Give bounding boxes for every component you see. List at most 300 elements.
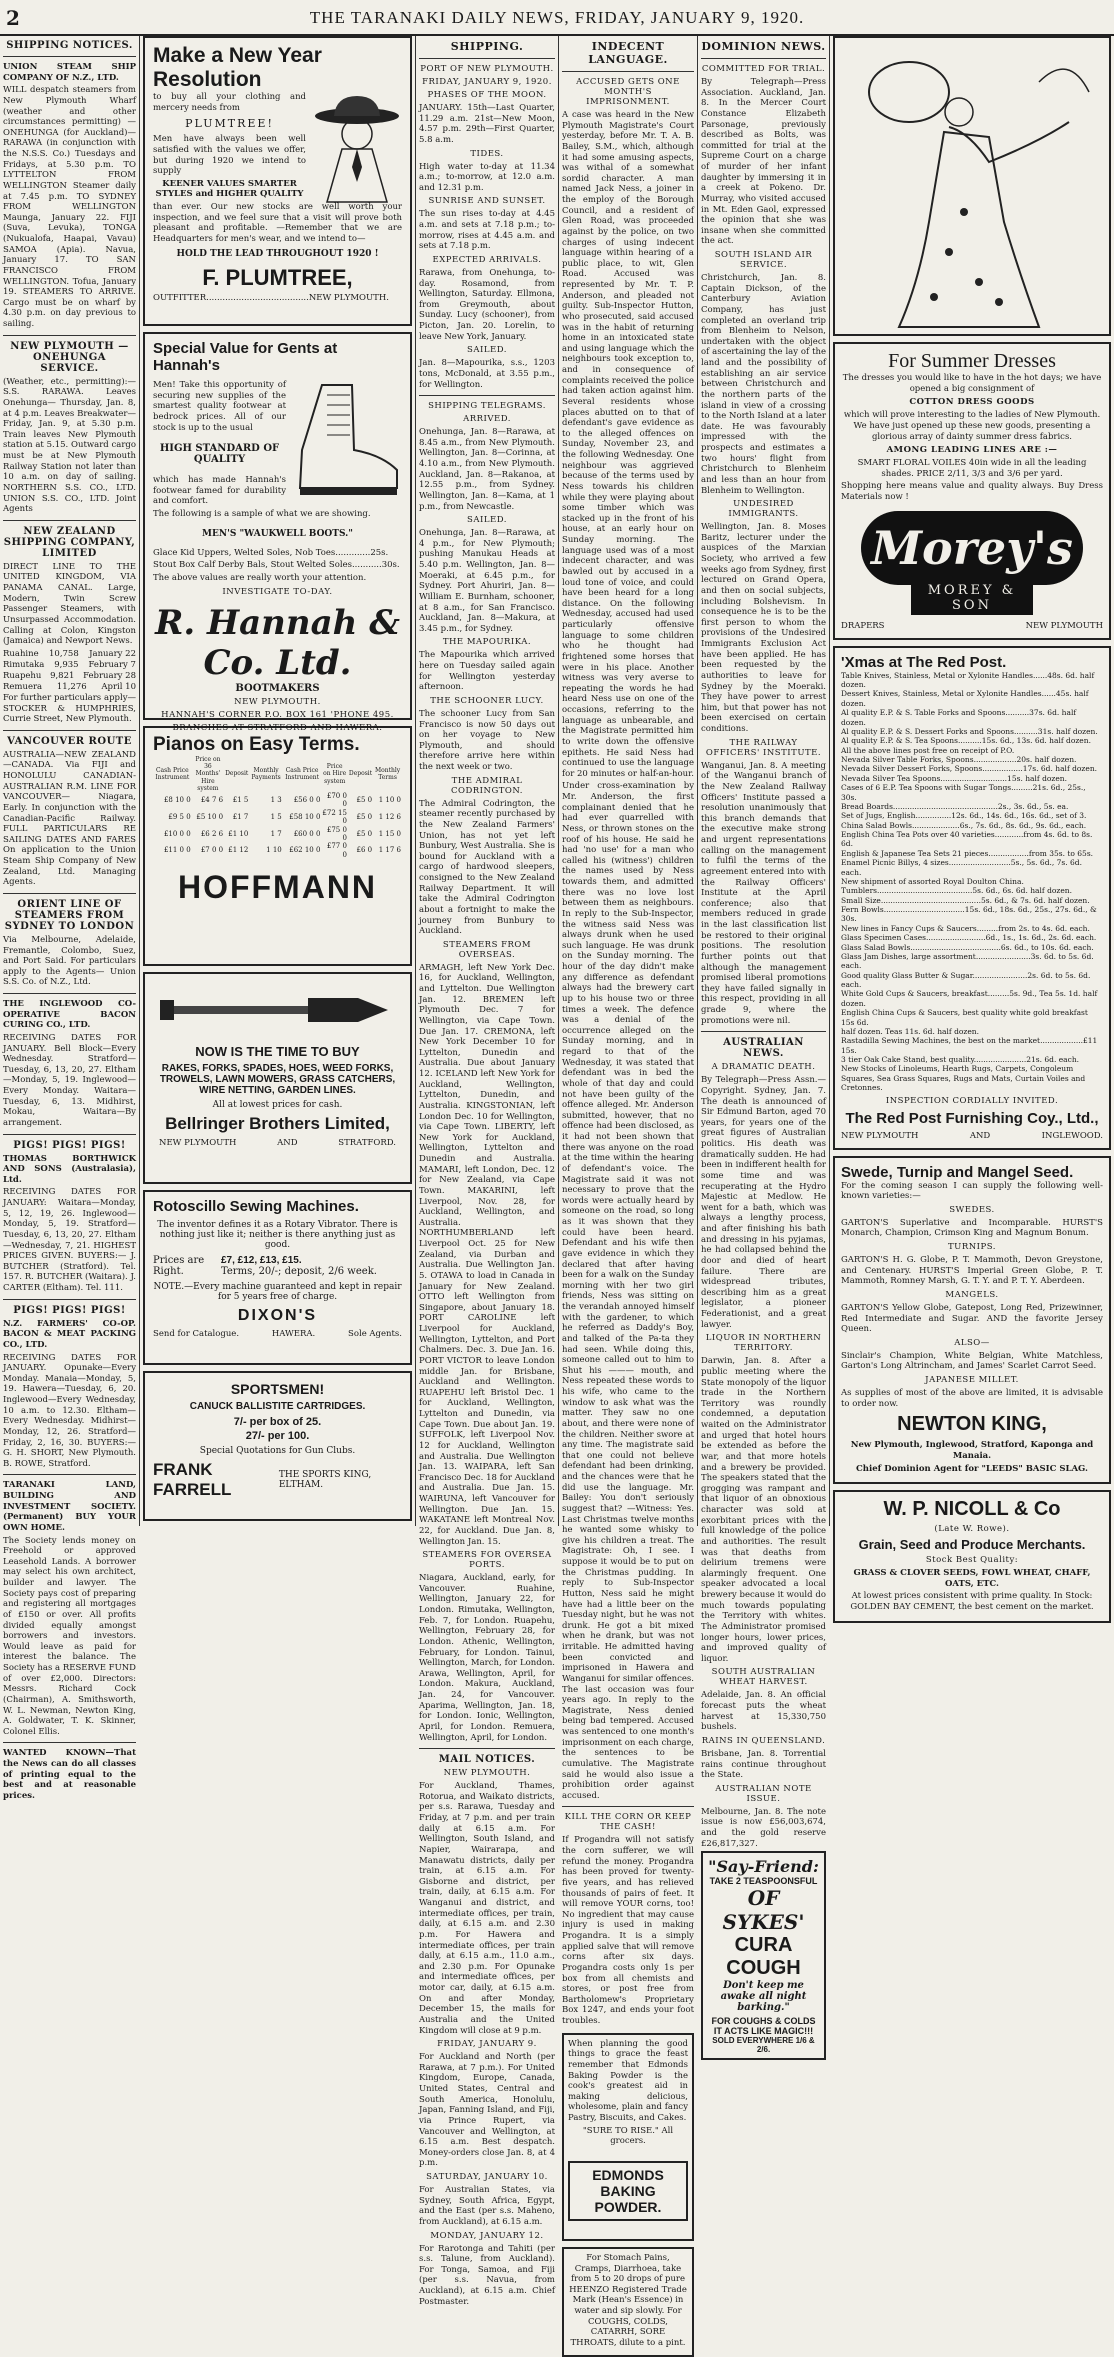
plumtree-firm: F. PLUMTREE, — [202, 264, 353, 290]
liquor-text: Darwin, Jan. 8. After a public meeting where the State monopoly of the liquor trade in the Northern Territory was roundly condemned, a deputation waited on the Administrator and urged that hotel hours be extended as before the war, and that more hotels and a brewery be provided. The speakers stated that the grogging was rampant and that liquor of an obnoxious character was sold at exorbitant prices with the full knowledge of the police and authorities. The result was that deaths from delirium tremens were alarmingly frequent. One speaker advocated a local brewery because it would do much towards populating the Territory with whites. The Administrator promised longer hours, lower prices, and improved quality of liquor. — [701, 1356, 826, 1664]
wanted-known: WANTED KNOWN—That the News can do all classes of printing equal to the best and at reasonable prices. — [3, 1748, 136, 1801]
bell-firm: Bellringer Brothers Limited, — [165, 1114, 390, 1133]
piano-cell: 1 10 0 — [378, 796, 401, 805]
seed-swedes-heading: SWEDES. — [949, 1204, 995, 1215]
onehunga-text: (Weather, etc., permitting):— S.S. RARAWA. Leaves Onehunga— Thursday, Jan. 8, at 4 p.m. Leaves Breakwater— Friday, Jan. 9, at 5.30 p.m. Train leaves New Plymouth station at 5.15. Outward cargo must be at New Plymouth Railway Station not later than 10 a.m. on day of sailing. NORTHERN S.S. CO., LTD. UNION S.S. CO., LTD. Joint Agents — [3, 376, 136, 515]
vancouver-heading: VANCOUVER ROUTE — [7, 735, 132, 747]
piano-row — [153, 842, 402, 859]
divider — [562, 1806, 694, 1807]
wp-footer: At lowest prices consistent with prime quality. In Stock: GOLDEN BAY CEMENT, the best cement on the market. — [850, 1591, 1094, 1613]
divider — [701, 1031, 826, 1032]
mapourika-text: The Mapourika which arrived here on Tuesday sailed again for Wellington yesterday afternoon. — [419, 650, 555, 693]
piano-cell: £62 10 0 — [289, 846, 321, 855]
nzsc-sailings-table — [3, 649, 136, 693]
hannah-note: The above values are really worth your attention. — [153, 572, 367, 583]
bell-address-1: NEW PLYMOUTH — [159, 1138, 237, 1148]
red-post-ad — [833, 646, 1111, 1150]
expected-text: Rarawa, from Onehunga, to-day. Rosamond, from Wellington, Saturday. Ellmona, from Greymouth, about Sunday. Lucy (schooner), from Picton, Jan. 20. Lorelin, to leave New York, January. — [419, 267, 555, 342]
redpost-address — [841, 1131, 1103, 1142]
monday-heading: MONDAY, JANUARY 12. — [430, 2230, 544, 2241]
piano-header-cell: Deposit — [225, 770, 249, 778]
plumtree-lead: HOLD THE LEAD THROUGHOUT 1920 ! — [176, 248, 379, 259]
hannah-sample: The following is a sample of what we are showing. — [153, 509, 371, 519]
piano-row — [153, 826, 402, 843]
xmas-item: English China Cups & Saucers, best quality white gold breakfast 15s 6d. — [841, 1008, 1088, 1027]
sykes-line-1: "Say-Friend: — [708, 1857, 819, 1877]
sport-footer — [153, 1460, 402, 1500]
piano-ad — [143, 726, 412, 966]
moon-text: JANUARY. 15th—Last Quarter, 11.29 a.m. 21st—New Moon, 4.57 p.m. 29th—First Quarter, 5.8 a.m. — [419, 103, 555, 145]
hannah-body-2: which has made Hannah's footwear famed for durability and comfort. — [153, 475, 286, 507]
divider — [419, 1748, 555, 1749]
piano-cell: £5 0 — [356, 812, 373, 821]
borthwick-text: RECEIVING DATES FOR JANUARY: Waitara—Monday, 5, 12, 19, 26. Inglewood—Monday, 5, 19. Stratford—Tuesday, 6, 13, 20, 27. Eltham—Wednesday, 7, 21. HIGHEST PRICES GIVEN. BUYERS:— J. BUTCHER (Stratford). Tel. 157. R. BUTCHER (Waitara). J. CARTER (Eltham). Tel. 111. — [3, 1187, 136, 1294]
sailing-cell: Ruapehu — [3, 670, 42, 681]
piano-cell: 1 12 6 — [378, 812, 401, 821]
divider — [3, 335, 136, 336]
divider — [3, 730, 136, 731]
piano-header-row — [153, 756, 402, 792]
piano-header-cell: Price on 36 Months' Hire system — [195, 756, 221, 792]
overseas-ports-text: Niagara, Auckland, early, for Vancouver. Ruahine, Wellington, January 22, for London. Rimutaka, Wellington, Feb. 7, for London. Ruapehu, Wellington, February 28, for London. Athenic, Wellington, February, for London. Tainui, Wellington, March, for London. Arawa, Wellington, April, for London. Makura, Auckland, Jan. 24, for Vancouver. Aparima, Wellington, Jan. 18, for London. Ionic, Wellington, April, for London. Remuera, Wellington, April, for London. — [419, 1573, 555, 1743]
xmas-item: English & Japanese Tea Sets 21 pieces.................from 35s. to 65s. — [841, 848, 1094, 858]
nzfarmers-heading: N.Z. FARMERS' CO-OP. BACON & MEAT PACKING CO., LTD. — [3, 1318, 136, 1350]
hat-man-icon — [312, 92, 402, 202]
sailed2-text: Onehunga, Jan. 8—Rarawa, at 4 p.m., for New Plymouth; pushing Manukau Heads at 5.40 p.m. Wellington, Jan. 8—Moeraki, at 6.45 p.m., for Sydney. Port Ahuriri, Jan. 8—William E. Burnham, schooner, at 8 a.m., for San Francisco. Auckland, Jan. 8—Makura, at 3.45 p.m., for Sydney. — [419, 528, 555, 634]
xmas-item: Glass Specimen Cases.........................6d., 1s., 1s. 6d., 2s. 6d. each. — [841, 933, 1097, 943]
sailing-cell: April 10 — [101, 681, 136, 692]
summer-goods: COTTON DRESS GOODS — [909, 397, 1035, 408]
piano-cell: £58 10 0 — [289, 812, 321, 821]
hannah-address-2: HANNAH'S CORNER P.O. BOX 161 'PHONE 495. — [161, 709, 394, 720]
hannah-logo: R. Hannah & Co. Ltd. — [155, 602, 400, 683]
piano-cell: 1 10 — [266, 846, 282, 855]
xmas-item: Al quality E.P. & S. Tea Spoons..........15s. 6d., 13s. 6d. half dozen. — [841, 736, 1091, 746]
piano-cell: £77 0 0 — [326, 842, 347, 859]
piano-cell: £7 0 0 — [200, 846, 224, 855]
morey-subtitle: MOREY & SON — [911, 581, 1033, 615]
bell-body: RAKES, FORKS, SPADES, HOES, WEED FORKS, TROWELS, LAWN MOWERS, GRASS CATCHERS, WIRE NETTING, GARDEN LINES. — [159, 1063, 396, 1096]
sykes-line-7: IT ACTS LIKE MAGIC!!! — [713, 2026, 814, 2037]
sport-store: THE SPORTS KING, ELTHAM. — [278, 1470, 372, 1490]
divider — [3, 1474, 136, 1475]
port-heading: PORT OF NEW PLYMOUTH. — [420, 64, 554, 74]
orient-heading: ORIENT LINE OF STEAMERS FROM SYDNEY TO LONDON — [4, 898, 135, 932]
newspaper-title: THE TARANAKI DAILY NEWS, FRIDAY, JANUARY 9, 1920. — [309, 8, 805, 27]
nicoll-ad — [833, 1490, 1111, 1623]
seed-mangels-heading: MANGELS. — [945, 1289, 999, 1300]
expected-heading: EXPECTED ARRIVALS. — [432, 254, 542, 265]
sport-subtitle: CANUCK BALLISTITE CARTRIDGES. — [189, 1401, 366, 1412]
hannah-standard: HIGH STANDARD OF QUALITY — [159, 443, 280, 466]
piano-cell: £5 10 0 — [196, 812, 224, 821]
overseas-heading: STEAMERS FROM OVERSEAS. — [442, 939, 532, 960]
wp-late: (Late W. Rowe). — [934, 1524, 1010, 1535]
article-heading: INDECENT LANGUAGE. — [588, 40, 668, 66]
xmas-item: All the above lines post free on receipt of P.O. — [841, 745, 1015, 755]
sykes-line-8: SOLD EVERYWHERE 1/6 & 2/6. — [712, 2036, 815, 2055]
piano-cell: £6 0 — [356, 846, 373, 855]
piano-cell: £1 10 — [228, 829, 249, 838]
sailed2-heading: SAILED. — [467, 515, 507, 526]
sailing-row — [3, 649, 136, 660]
bellringer-ad — [143, 972, 412, 1184]
sailing-cell: Rimutaka — [3, 659, 45, 670]
piano-cell: £5 0 — [356, 829, 373, 838]
piano-cell: £70 0 0 — [326, 791, 347, 809]
hannah-item: Glace Kid Uppers, Welted Soles, Nob Toes.............25s. — [153, 547, 389, 558]
monday-text: For Rarotonga and Tahiti (per s.s. Talune, from Auckland). For Tonga, Samoa, and Fiji (per s.s. Navua, from Auckland), at 6.15 a.m. Chief Postmaster. — [419, 2243, 555, 2307]
column-drapery-ads — [833, 36, 1111, 1613]
sun-heading: SUNRISE AND SUNSET. — [428, 196, 546, 207]
borthwick-heading: THOMAS BORTHWICK AND SONS (Australasia), Ltd. — [3, 1153, 136, 1185]
xmas-item: Bread Boards............................................2s., 3s. 6d., 5s. ea. — [841, 801, 1069, 811]
wp-heading: Grain, Seed and Produce Merchants. — [858, 1537, 1086, 1553]
sykes-ad — [701, 1851, 826, 2060]
seed-swedes-text: GARTON'S Superlative and Incomparable. HURST'S Monarch, Champion, Crimson King and Magnum Bonum. — [841, 1217, 1103, 1239]
boot-icon — [292, 380, 402, 500]
tides-heading: TIDES. — [470, 148, 504, 159]
railway-heading: THE RAILWAY OFFICERS' INSTITUTE. — [705, 737, 822, 758]
sykes-line-5: Don't keep me awake all night barking." — [720, 1980, 807, 2014]
plumtree-address: OUTFITTER......................................NEW PLYMOUTH. — [153, 292, 389, 303]
column-advertisements — [143, 36, 412, 1526]
column-rule — [829, 36, 830, 1526]
piano-cell: £75 0 0 — [326, 825, 347, 842]
piano-cell: £9 5 0 — [168, 812, 191, 821]
xmas-item: Fern Bowls..................................15s. 6d., 18s. 6d., 25s., 27s. 6d., & 30s. — [841, 905, 1097, 924]
nk-address: New Plymouth, Inglewood, Stratford, Kaponga and Manaia. — [850, 1440, 1094, 1461]
piano-header-cell: Deposit — [348, 770, 373, 778]
sailing-cell: January 22 — [89, 648, 136, 659]
piano-price-table — [153, 756, 402, 859]
hannah-branches: BRANCHES AT STRATFORD AND HAWERA. — [172, 722, 383, 733]
sun-text: The sun rises to-day at 4.45 a.m. and sets at 7.18 p.m.; to-morrow, rises at 4.45 a.m. and sets at 7.18 p.m. — [419, 209, 555, 252]
saturday-heading: SATURDAY, JANUARY 10. — [426, 2172, 548, 2182]
date-line: FRIDAY, JANUARY 9, 1920. — [422, 77, 552, 87]
saturday-text: For Australian States, via Sydney, South Africa, Egypt, and the East (per s.s. Maheno, from Auckland), at 6.15 a.m. — [419, 2185, 555, 2227]
piano-cell: £1 12 — [228, 846, 249, 855]
trial-text: By Telegraph—Press Association. Auckland, Jan. 8. In the Mercer Court Constance Elizabeth Parsonage, previously described as Bolts, was committed for trial at the Supreme Court on a charge of murder of her infant daughter by immersing it in a creek at Pokeno. Dr. Murray, who visited accused in Mt. Eden Gaol, expressed the opinion that she was insane when she committed the act. — [701, 77, 826, 247]
nk-firm: NEWTON KING, — [897, 1413, 1047, 1436]
piano-brand: HOFFMANN — [177, 869, 378, 906]
rains-text: Brisbane, Jan. 8. Torrential rains continue throughout the State. — [701, 1748, 826, 1781]
wp-firm: W. P. NICOLL & Co — [883, 1498, 1061, 1521]
note-text: Melbourne, Jan. 8. The note issue is now £56,003,674, and the gold reserve £26,817,327. — [701, 1806, 826, 1849]
xmas-item: Al quality E.P. & S. Dessert Forks and Spoons..........31s. half dozen. — [841, 726, 1098, 736]
friday-heading: FRIDAY, JANUARY 9. — [437, 2039, 537, 2050]
piano-cell: £10 0 0 — [163, 829, 191, 838]
lady-illustration — [833, 36, 1111, 336]
corn-heading: KILL THE CORN OR KEEP THE CASH! — [564, 1812, 692, 1833]
bell-address-2: AND — [277, 1138, 298, 1148]
wheat-text: Adelaide, Jan. 8. An official forecast puts the wheat harvest at 15,330,750 bushels. — [701, 1690, 826, 1733]
divider — [419, 58, 555, 59]
plumtree-body: Men have always been well satisfied with the values we offer, but during 1920 we intend to supply — [153, 134, 306, 177]
plumtree-list: KEENER VALUES SMARTER STYLES and HIGHER QUALITY — [155, 178, 304, 200]
arrived-text: Onehunga, Jan. 8—Rarawa, at 8.45 a.m., from New Plymouth. Wellington, Jan. 8—Corinna, at 4.10 a.m., from New Plymouth. Auckland, Jan. 8—Rakanoa, at 12.55 p.m., from Sydney. Wellington, Jan. 8—Kama, at 1 p.m., from Newcastle. — [419, 427, 555, 512]
sailing-row — [3, 671, 136, 682]
sailing-row — [3, 660, 136, 671]
trial-heading: COMMITTED FOR TRIAL. — [701, 64, 826, 74]
summer-lines: AMONG LEADING LINES ARE :— — [886, 445, 1058, 456]
wp-stock: Stock Best Quality: — [925, 1555, 1019, 1566]
sailing-cell: Ruahine — [3, 648, 39, 659]
roto-footer — [153, 1329, 402, 1340]
hannah-boots: MEN'S "WAUKWELL BOOTS." — [202, 528, 353, 539]
xmas-heading: 'Xmas at The Red Post. — [841, 653, 1007, 671]
xmas-item: Table Knives, Stainless, Metal or Xylonite Handles......48s. 6d. half dozen. — [841, 670, 1095, 690]
redpost-address-2: AND — [969, 1130, 991, 1141]
orient-text: Via Melbourne, Adelaide, Fremantle, Colombo, Suez, and Port Said. For particulars apply to the Agents— Union S.S. Co. of N.Z., Ltd. — [3, 934, 136, 988]
xmas-item: Glass Salad Bowls......................................6s. 6d., to 10s. 6d. each. — [841, 942, 1094, 952]
bell-heading: NOW IS THE TIME TO BUY — [195, 1044, 360, 1059]
telegrams-heading: SHIPPING TELEGRAMS. — [428, 401, 546, 412]
page-number: 2 — [6, 6, 20, 30]
piano-cell: £60 0 0 — [293, 829, 321, 838]
plumtree-heading: Make a New Year Resolution — [153, 44, 322, 91]
heenzo-ad — [562, 2247, 694, 2357]
xmas-item: 3 tier Oak Cake Stand, best quality......................21s. 6d. each. — [841, 1055, 1080, 1065]
piano-header-cell: Cash Price Instrument — [155, 766, 190, 781]
divider — [419, 395, 555, 396]
redpost-firm: The Red Post Furnishing Coy., Ltd., — [845, 1109, 1099, 1127]
xmas-item: New Stocks of Linoleums, Hearth Rugs, Carpets, Congoleum Squares, Sea Grass Squares, Rugs and Mats, Curtain Voiles and Cretonnes. — [841, 1064, 1086, 1093]
air-text: Christchurch, Jan. 8. Captain Dickson, of the Canterbury Aviation Company, has just completed an overland trip from Blenheim to Nelson, undertaken with the object of ascertaining the lay of the land and the possibility of establishing an air service between Christchurch and the northern parts of the island in view of a crossing to the North Island at a later date. He was favourably impressed with the prospects and estimates a two hours' flight from Christchurch to Blenheim and less than an hour from Blenheim to Wellington. — [701, 273, 826, 496]
nzsc-footer: For further particulars apply— STOCKER & HUMPHRIES, Currie Street, New Plymouth. — [3, 692, 136, 725]
roto-heading: Rotoscillo Sewing Machines. — [153, 1198, 359, 1215]
pigs-heading-2: PIGS! PIGS! PIGS! — [13, 1304, 126, 1316]
piano-header-cell: Cash Price Instrument — [285, 766, 320, 781]
air-heading: SOUTH ISLAND AIR SERVICE. — [714, 250, 813, 270]
nzfarmers-text: RECEIVING DATES FOR JANUARY. Opunake—Every Monday. Manaia—Monday, 5, 19. Hawera—Tuesday, 6, 20. Inglewood—Every Wednesday, 10 a.m. to 12.30. Eltham—Every Wednesday. Midhirst—Monday, 12, 26. Stratford—Friday, 2, 16, 30. BUYERS:— G. H. SHORT, New Plymouth. B. ROWE, Stratford. — [3, 1352, 136, 1469]
liquor-heading: LIQUOR IN NORTHERN TERRITORY. — [705, 1333, 822, 1354]
summer-text: The dresses you would like to have in the hot days; we have opened a big consignment of — [842, 373, 1102, 394]
redpost-address-3: INGLEWOOD. — [1041, 1130, 1103, 1141]
divider — [3, 893, 136, 894]
xmas-item: Nevada Silver Tea Spoons............................15s. half dozen. — [841, 773, 1068, 783]
seed-turnips-heading: TURNIPS. — [948, 1242, 996, 1253]
sport-heading: SPORTSMEN! — [230, 1381, 325, 1397]
xmas-price-list — [841, 671, 1103, 1093]
xmas-item: Small Size..........................................5s. 6d., & 7s. 6d. half dozen. — [841, 895, 1090, 905]
nzsc-text: DIRECT LINE TO THE UNITED KINGDOM, VIA PANAMA CANAL. Large, Modern, Twin Screw Passenger Steamers, with Unsurpassed Accommodation. Calling at Colon, Kingston (Jamaica) and Newport News. — [3, 561, 136, 647]
plumtree-intro: to buy all your clothing and mercery needs from — [153, 92, 306, 113]
roto-prices-row — [153, 1255, 402, 1277]
piano-cell: £1 5 — [232, 796, 249, 805]
divider — [3, 56, 136, 57]
heenzo-text: For Stomach Pains, Cramps, Diarrhoea, take from 5 to 20 drops of pure HEENZO Registered Trade Mark (Hean's Essence) in water and sip slowly. For COUGHS, COLDS, CATARRH, SORE THROATS, dilute to a pint. — [569, 2252, 687, 2348]
xmas-item: English China Tea Pots over 40 varieties............from 4s. 6d. to 8s. 6d. — [841, 830, 1093, 849]
column-shipping — [419, 36, 555, 2307]
piano-cell: £6 2 6 — [200, 829, 224, 838]
piano-heading: Pianos on Easy Terms. — [153, 734, 360, 755]
seed-also-text: Sinclair's Champion, White Belgian, White Matchless, Garton's Long Altrincham, and James' Scarlet Carrot Seed. — [841, 1350, 1103, 1372]
mail-subheading: NEW PLYMOUTH. — [443, 1768, 531, 1779]
usco-heading: UNION STEAM SHIP COMPANY OF N.Z., LTD. — [3, 62, 136, 83]
sailed-text: Jan. 8—Mapourika, s.s., 1203 tons, McDonald, at 3.55 p.m., for Wellington. — [419, 358, 555, 390]
xmas-item: White Gold Cups & Saucers, breakfast.........5s. 9d., Tea 5s. 1d. half dozen. — [841, 989, 1098, 1008]
roto-footer-3: Sole Agents. — [348, 1329, 402, 1339]
summer-voiles: SMART FLORAL VOILES 40in wide in all the leading shades. PRICE 2/11, 3/3 and 3/6 per yard. — [857, 458, 1087, 479]
admiral-text: The Admiral Codrington, the steamer recently purchased by the New Zealand Farmers' Union, has not yet left Bunbury, West Australia. She is bound for Auckland with a cargo of hardwood sleepers, consigned to the New Zealand Railway Department. It will take the Admiral Codrington about a fortnight to make the journey from Bunbury to Auckland. — [419, 798, 555, 937]
vancouver-text: AUSTRALIA—NEW ZEALAND—CANADA. Via FIJI and HONOLULU CANADIAN-AUSTRALIAN R.M. LINE FOR VANCOUVER— Niagara, Early. In conjunction with the Canadian-Pacific Railway. FULL PARTICULARS RE SAILING DATES AND FARES On application to the Union Steam Ship Company of New Zealand, Ltd. Managing Agents. — [3, 749, 136, 888]
drama-heading: A DRAMATIC DEATH. — [711, 1062, 816, 1073]
morey-logo: Morey's — [861, 511, 1083, 585]
wheat-heading: SOUTH AUSTRALIAN WHEAT HARVEST. — [711, 1667, 816, 1688]
xmas-item: Glass Jam Dishes, large assortment.......................3s. 6d. to 5s. 6d. each. — [841, 951, 1094, 971]
sailing-cell: 9,821 — [50, 670, 75, 681]
article-text-2: Under cross-examination by Mr. Anderson, the first complainant denied that he had ever quarrelled with Ness, or thrown stones on the roof of his house. He said he had 'no use' for a man who called his (witness') children the names used by Ness towards them, and admitted there was no love lost between them as neighbours. In reply to the Sub-Inspector, the witness said Ness was always drunk when he used such language. He was drunk on the Sunday morning. The hour of the day didn't make any difference as defendant always had the brewery cart up to his house two or three times a week. The defence was a denial of the occurrence alleged on the Sunday morning, and in regard to that of the Wednesday, it was stated that defendant was in bed the whole of that day and could not have been guilty of the offence alleged. Mr. Anderson submitted, however, that no offence had been disclosed, as it had not been shown that there was anyone on the road at the time within the hearing of defendant's voice. The Magistrate said it was not necessary to prove that the words were actually heard by someone on the road, so long as it was shown that they could have been heard. Defendant and his wife then gave evidence in which they declared that after having been for a walk on the Sunday morning with her two girl friends, Ness was sitting on the verandah annoyed himself with the gardener, to which he referred as Daddy's Boy, and talked of the Pa-ta they had seen. While doing this, someone called out to him to Shut his ——— mouth, and Ness repeated these words to his wife, who came to the window to ask what was the matter. They saw no one about, and there were none of the children. Neither swore at any time. The magistrate said that one could not believe defendant had been drinking, and the chances were that he did use the language. Mr. Bailey: You don't seriously suggest that? —Witness: Yes. Last Christmas twelve months he wanted some whisky to give his children a treat. The Magistrate: Oh, I see. I suppose it would be to put on the Christmas pudding. In reply to Sub-Inspector Hutton, Ness said he might have had a little beer on the Tuesday night, but he was not drunk. He got a bit mixed when he drank, but was not irritable. He admitted having been convicted and imprisoned in Hawera and Wanganui for similar offences. The last occasion was four years ago. In reply to the Magistrate, Ness denied being bad tempered. Accused was sentenced to one month's imprisonment on each charge, the sentences to be cumulative. The Magistrate said he would also issue a prohibition order against accused. — [562, 781, 694, 1801]
seed-note: As supplies of most of the above are limited, it is advisable to order now. — [841, 1388, 1103, 1409]
corn-text: If Progandra will not satisfy the corn sufferer, we will refund the money. Progandra has been proved for twenty-five years, and has relieved thousands of pairs of feet. It will remove YOUR corns, too! No ingredient that may cause injury is used in making Progandra. It is a simply applied salve that will remove corns after six days. Progandra costs only 1s per box from all chemists and stores, or post free from Bartholomew's Proprietary Box 1247, and ends your foot troubles. — [562, 1835, 694, 2026]
summer-heading: For Summer Dresses — [888, 350, 1056, 372]
hannah-item: Stout Box Calf Derby Bals, Stout Welted Soles...........30s. — [153, 560, 400, 571]
divider — [701, 58, 826, 59]
summer-footer: Shopping here means value and quality always. Buy Dress Materials now ! — [841, 481, 1103, 502]
xmas-item: China Salad Bowls....................6s., 7s. 6d., 8s. 6d., 9s. 6d., each. — [841, 820, 1087, 830]
xmas-item: Tumblers........................................5s. 6d., 6s. 6d. half dozen. — [841, 886, 1073, 896]
piano-cell: £56 0 0 — [293, 796, 321, 805]
plumtree-body-2: than ever. Our new stocks are well worth your inspection, and we feel sure that a visit will prove both pleasant and profitable. —Remember that we are Headquarters for men's wear, and we intend to— — [153, 202, 402, 244]
divider — [3, 993, 136, 994]
moon-heading: PHASES OF THE MOON. — [427, 90, 547, 100]
spade-icon — [158, 980, 398, 1040]
schooner-heading: THE SCHOONER LUCY. — [430, 695, 544, 706]
hannah-heading: Special Value for Gents at Hannah's — [153, 340, 338, 374]
xmas-item: New shipment of assorted Royal Doulton China. — [841, 876, 1024, 886]
xmas-item: Cases of 6 E.P. Tea Spoons with Sugar Tongs.........21s. 6d., 25s., 30s. — [841, 783, 1086, 802]
piano-cell: 1 5 — [270, 812, 282, 821]
sport-price-2: 27/- per 100. — [245, 1430, 310, 1442]
sykes-line-3: OF SYKES' — [722, 1886, 805, 1935]
edmonds-slogan: "SURE TO RISE." All grocers. — [582, 2125, 674, 2147]
xmas-item: Dessert Knives, Stainless, Metal or Xylonite Handles......45s. half dozen. — [841, 689, 1089, 708]
sailed-heading: SAILED. — [467, 345, 507, 356]
arrived-heading: ARRIVED. — [463, 414, 511, 425]
piano-header-cell: Monthly Payments — [251, 766, 281, 781]
bell-address — [153, 1138, 402, 1149]
sailing-cell: Remuera — [3, 681, 43, 692]
summer-dresses-ad — [833, 342, 1111, 640]
admiral-heading: THE ADMIRAL CODRINGTON. — [450, 775, 523, 796]
wp-items: GRASS & CLOVER SEEDS, FOWL WHEAT, CHAFF, OATS, ETC. — [853, 1568, 1091, 1589]
xmas-item: New lines in Fancy Cups & Saucers.........from 2s. to 4s. 6d. each. — [841, 923, 1090, 933]
plumtree-name: PLUMTREE! — [185, 117, 274, 131]
rains-heading: RAINS IN QUEENSLAND. — [701, 1735, 826, 1746]
edmonds-text: When planning the good things to grace the feast remember that Edmonds Baking Powder is the cook's greatest aid in making delicious, wholesome, plain and fancy Pastry, Biscuits, and Cakes. — [568, 2038, 688, 2123]
bell-address-3: STRATFORD. — [338, 1138, 396, 1148]
piano-header-cell: Price on Hire system — [323, 763, 347, 785]
divider — [3, 1742, 136, 1743]
divider — [3, 520, 136, 521]
roto-body: The inventor defines it as a Rotary Vibrator. There is nothing just like it; neither is there anything just as good. — [157, 1220, 398, 1250]
morey-footer-2: NEW PLYMOUTH — [1025, 620, 1103, 631]
sailing-cell: 10,758 — [49, 648, 79, 659]
immigrants-text: Wellington, Jan. 8. Moses Baritz, lecturer under the auspices of the Marxian Society, who arrived a few weeks ago from Sydney, first lectured on Grand Opera, and then on social subjects, including Bolshevism. In consequence he is to be the first person to whom the provisions of the Undesired Immigrants Exclusion Act have been applied. He has been requested by the authorities to leave for Sydney by the Moeraki. They have power to arrest him, but that power has not been exercised on certain conditions. — [701, 522, 826, 734]
inglewood-heading: THE INGLEWOOD CO-OPERATIVE BACON CURING CO., LTD. — [3, 999, 136, 1031]
plumtree-ad — [143, 36, 412, 326]
nk-agent: Chief Dominion Agent for "LEEDS" BASIC SLAG. — [856, 1463, 1088, 1474]
pigs-heading: PIGS! PIGS! PIGS! — [13, 1139, 126, 1151]
piano-cell: £1 7 — [232, 812, 249, 821]
friday-text: For Auckland and North (per Rarawa, at 7 p.m.). For United Kingdom, Europe, Canada, United States, Central and South America, Honolulu, Japan, Fanning Island, and Fiji, via Prince Rupert, via Vancouver and Wellington, at 6.15 a.m. Best despatch. Money-orders close Jan. 8, at 4 p.m. — [419, 2052, 555, 2169]
sailing-cell: 9,935 — [54, 659, 79, 670]
edmonds-logo: EDMONDS BAKING POWDER. — [568, 2161, 688, 2221]
xmas-invite: INSPECTION CORDIALLY INVITED. — [885, 1095, 1059, 1106]
note-heading: AUSTRALIAN NOTE ISSUE. — [715, 1783, 812, 1804]
mapourika-heading: THE MAPOURIKA. — [442, 637, 532, 648]
xmas-item: Nevada Silver Table Forks, Spoons..................20s. half dozen. — [841, 755, 1077, 765]
rotoscillo-ad — [143, 1190, 412, 1365]
dominion-heading: DOMINION NEWS. — [701, 40, 826, 53]
xmas-item: Set of Jugs, English...............12s. 6d., 14s. 6d., 16s. 6d., set of 3. — [841, 811, 1087, 821]
piano-cell: 1 3 — [270, 796, 282, 805]
roto-terms: Terms, 20/-; deposit, 2/6 week. — [221, 1266, 377, 1277]
usco-text: WILL despatch steamers from New Plymouth Wharf (weather and other circumstances permitting) — ONEHUNGA (for Auckland)— RARAWA (in conjunction with the N.S.S. Co.) Tuesdays and Fridays, at 5.30 p.m. TO LYTTELTON FROM WELLINGTON Steamer daily at 7.45 p.m. TO SYDNEY FROM WELLINGTON Maunga, January 22. FIJI (Suva, Levuka), TONGA (Nukualofa, Haapai, Vavau) SAMOA (Apia). Navua, January 17. TO SAN FRANCISCO FROM WELLINGTON. Tofua, January 19. STEAMERS TO ARRIVE. Cargo must be on wharf by 4.30 p.m. on day previous to sailing. — [3, 85, 136, 329]
divider — [562, 71, 694, 72]
column-rule — [139, 36, 140, 1526]
seed-heading: Swede, Turnip and Mangel Seed. — [841, 1163, 1074, 1181]
shipping-heading: SHIPPING. — [450, 40, 524, 53]
piano-cell: 1 17 6 — [378, 846, 401, 855]
hannah-body: Men! Take this opportunity of securing new supplies of the smartest quality footwear at bedrock prices. All of our stock is up to the usual — [153, 380, 286, 433]
seed-mangels-text: GARTON'S Yellow Globe, Gatepost, Long Red, Prizewinner, Red Intermediate and Sugar. AND the favorite Jersey Queen. — [841, 1302, 1103, 1335]
sykes-line-4: CURA COUGH — [726, 1934, 801, 1980]
piano-cell: £11 0 0 — [163, 846, 191, 855]
sailing-cell: 11,276 — [56, 681, 87, 692]
taranaki-heading: TARANAKI LAND, BUILDING AND INVESTMENT SOCIETY. (Permanent) BUY YOUR OWN HOME. — [3, 1480, 136, 1533]
roto-prices: £7, £12, £13, £15. — [221, 1255, 302, 1266]
section-heading: SHIPPING NOTICES. — [6, 40, 133, 51]
article-text-1: A case was heard in the New Plymouth Magistrate's Court yesterday, before Mr. T. A. B. Bailey, S.M., which, although it had some amusing aspects, was withal of a somewhat sordid character. A man named Jack Ness, a joiner in the employ of the Borough Council, and a resident of Glen Road, was proceeded against by the police, on two charges of using indecent language within hearing of a public place, to wit, Glen Road. Accused was represented by Mr. T. P. Anderson, and pleaded not guilty. Sub-Inspector Hutton, who prosecuted, said accused was in the habit of returning home in an intoxicated state and using language which the neighbours took exception to, and in consequence of complaints received the police had taken action against him. Several residents whose places abutted on to that of defendant's gave evidence as to the alleged offences on Sunday, November 23, and the following Wednesday. One neighbour was aggrieved because of the terms used by Ness towards his children while they were playing about some timber which was stacked up in the front of his house, at an early hour on Sunday morning. The language used was of a most indecent character, and was bawled out by accused in a loud tone of voice, and could have been heard for a long distance. On the following Wednesday, accused had used particularly offensive language to some children who he thought had frightened some horses that were in his place. Another witness was very averse to repeating the words he had heard Ness use on one of the occasions, referring to the language as unbearable, and the Magistrate permitted him to write down the offensive epithets. He said Ness had continued to use the language for 20 minutes or half-an-hour. — [562, 110, 694, 779]
column-shipping-notices — [3, 36, 136, 1801]
roto-prices-label: Prices are Right. — [153, 1255, 205, 1277]
article-subheading: ACCUSED GETS ONE MONTH'S IMPRISONMENT. — [576, 77, 680, 107]
sport-quote: Special Quotations for Gun Clubs. — [199, 1446, 356, 1456]
morey-footer — [841, 621, 1103, 632]
nzsc-heading: NEW ZEALAND SHIPPING COMPANY, LIMITED — [3, 525, 136, 559]
xmas-item: half dozen. Teas 11s. 6d. half dozen. — [841, 1026, 980, 1036]
onehunga-heading: NEW PLYMOUTH — ONEHUNGA SERVICE. — [10, 340, 129, 374]
railway-text: Wanganui, Jan. 8. A meeting of the Wanganui branch of the New Zealand Railway Officers' Institute passed a resolution unanimously that this branch demands that the executive make strong and urgent representations calling on the management to fulfil the terms of the agreement entered into with the Railway Officers' Institute at the April conference; also that members reduced in grade in the last classification list be restored to their original positions. The resolution further points out that although the management promised liberal promotions they have failed signally in this respect, providing in all grade 9, where the promotions were nil. — [701, 760, 826, 1026]
xmas-item: Enamel Picnic Billys, 4 sizes..........................5s., 5s. 6d., 7s. 6d. each. — [841, 858, 1082, 877]
piano-cell: £5 0 — [356, 796, 373, 805]
taranaki-text: The Society lends money on Freehold or approved Leasehold Lands. A borrower may select his own architect, builder and lawyer. The Society pays cost of preparing and registering all mortgages of £150 or over. All profits divided equally amongst borrowers and investors. Would leave as paid for interest the balance. The Society has a RESERVE FUND of over £2,000. Directors: Messrs. Richard Cock (Chairman), A. Smithsworth, W. L. Newman, Newton King, A. Goldwater, T. K. Skinner, Colonel Ellis. — [3, 1535, 136, 1737]
morey-footer-1: DRAPERS — [841, 620, 885, 631]
seed-turnips-text: GARTON'S H. G. Globe, P. T. Mammoth, Devon Greystone, and Centenary. HURST'S Imperial Green Globe, P. T. Mammoth, Romney Marsh, G. T. Y. and P. T. Y. Aberdeen. — [841, 1255, 1103, 1287]
piano-header-cell: Monthly Terms — [374, 766, 401, 781]
column-rule — [697, 36, 698, 1526]
sport-firm: FRANK FARRELL — [153, 1460, 232, 1499]
drama-text: By Telegraph—Press Assn.—Copyright. Sydney, Jan. 7. The death is announced of Sir Edmund Barton, aged 70 years, for years one of the great figures of Australian politics. His death was dramatically sudden. He had been in indifferent health for some time and was recuperating at the Hydro Majestic at Medlow. He went for a bath, which was always a lengthy process, and after finishing his bath and dressing in his pyjamas, he had collapsed behind the door and died of heart failure. There are widespread tributes, describing him as a great legislator, a pioneer Federationist, and a great lawyer. — [701, 1075, 826, 1330]
edmonds-ad — [562, 2033, 694, 2241]
overseas-text: ARMAGH, left New York Dec. 16, for Auckland, Wellington, and Lyttelton. Due Wellington Jan. 12. BREMEN left Plymouth Dec. 7 for Wellington, via Cape Town. Due Jan. 17. CREMONA, left New York December 10 for Lyttelton, Dunedin and Australia. Due about January 12. ICELAND left New York for Auckland, Wellington, Lyttelton, Dunedin, and Australia. KINGSTONIAN, left London Dec. 10 for Wellington, via Cape Town. LIBERTY, left New York for Auckland, Wellington, Lyttelton and Dunedin and Australia. MAMARI, left London, Dec. 12 for New Zealand, via Cape Town. MAKARINI, left Liverpool, Nov. 28, for Auckland, Wellington, and Australia. NORTHUMBERLAND left Liverpool Oct. 25 for New Zealand, via Durban and Australia. Due Wellington Jan. 5. OTAWA to load in Canada in January for New Zealand. OTTO left Wellington from Singapore, about January 18. PORT CAROLINE left Liverpool for Auckland, Wellington, Lyttelton, and Port Chalmers. Dec. 3. Due Jan. 16. PORT VICTOR to leave London middle Jan. for Brisbane, Auckland and Wellington. RUAPEHU left Bristol Dec. 1 for Auckland, Wellington, Lyttelton and Dunedin, via Cape Town. Due about Jan. 19. SUFFOLK, left Liverpool Nov. 12 for Auckland, Wellington and Australia. Due Wellington Jan. 13. WAIPARA, left San Francisco Dec. 18 for Auckland and Australia. Due Jan. 15. WAIRUNA, left Vancouver for Wellington. Due Jan. 15. WAKATANE left Montreal Nov. 22, for Auckland. Due Jan. 8, Wellington Jan. 15. — [419, 962, 555, 1547]
seed-also-heading: ALSO— — [954, 1337, 990, 1348]
sykes-line-6: FOR COUGHS & COLDS — [711, 2016, 816, 2027]
roto-footer-1: Send for Catalogue. — [153, 1329, 240, 1339]
inglewood-text: RECEIVING DATES FOR JANUARY. Bell Block—Every Wednesday. Stratford—Tuesday, 6, 13, 20, 27. Eltham—Monday, 5, 19. Inglewood—Every Monday. Waitara—Tuesday, 6, 13. Midhirst, Mokau, Waitara—By arrangement. — [3, 1032, 136, 1128]
hannah-address: NEW PLYMOUTH. — [234, 696, 321, 707]
sailing-cell: February 28 — [83, 670, 136, 681]
column-rule — [558, 36, 559, 1526]
hannah-subtitle: BOOTMAKERS — [235, 682, 320, 694]
hannah-ad — [143, 332, 412, 733]
column-rule — [415, 36, 416, 1526]
australian-heading: AUSTRALIAN NEWS. — [723, 1037, 804, 1060]
piano-row — [153, 792, 402, 809]
divider — [3, 1134, 136, 1135]
